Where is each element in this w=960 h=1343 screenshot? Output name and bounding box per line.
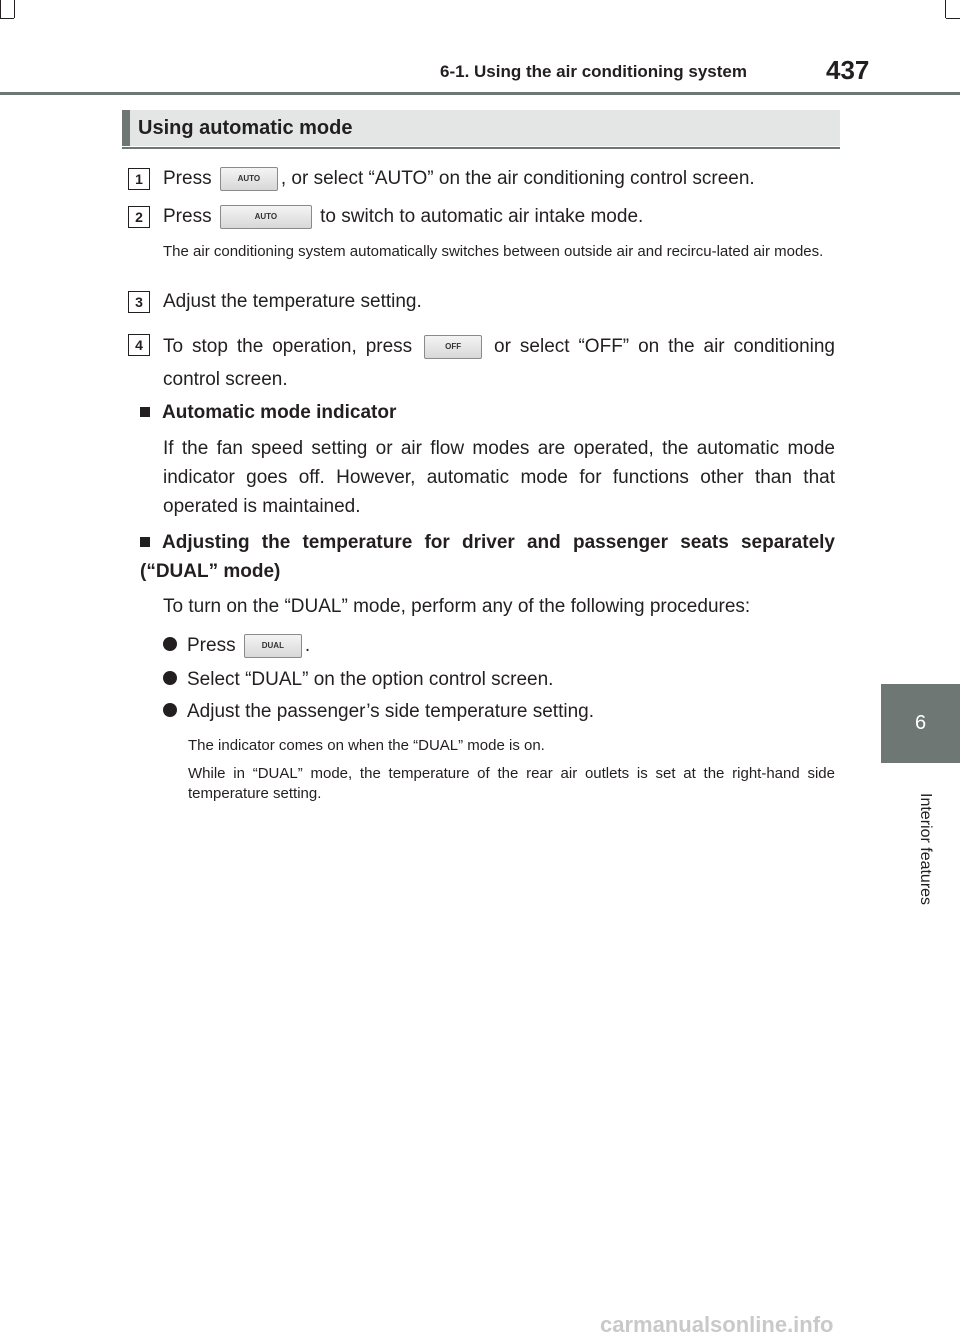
chapter-tab: 6 — [881, 684, 960, 763]
info2-heading: Adjusting the temperature for driver and passenger seats separately (“DUAL” mode) — [140, 532, 835, 582]
crop-mark — [945, 0, 946, 18]
bullet2-text: Select “DUAL” on the option control screen. — [187, 669, 554, 690]
square-bullet-icon — [140, 407, 150, 417]
info1-heading: Automatic mode indicator — [162, 402, 397, 423]
step-4-after: or select “OFF” on the air conditioning control screen. — [163, 336, 835, 390]
step-4-before: To stop the operation, press — [163, 336, 422, 357]
header-rule — [0, 92, 960, 95]
round-bullet-icon — [163, 671, 177, 685]
info-heading-dual — [140, 528, 835, 586]
step-2-before: Press — [163, 206, 217, 227]
crop-mark — [0, 0, 1, 18]
step-number: 2 — [128, 206, 150, 228]
step-2-text — [163, 202, 843, 231]
dual-button-icon: DUAL — [244, 634, 302, 658]
info-heading-automatic — [140, 398, 840, 427]
crop-mark — [14, 0, 15, 18]
section-marker — [122, 110, 130, 146]
step-1-after: , or select “AUTO” on the air conditioning control screen. — [280, 168, 755, 189]
info2-note-2: While in “DUAL” mode, the temperature of the rear air outlets is set at the right-hand side temperature setting. — [188, 765, 835, 802]
section-rule — [122, 147, 840, 149]
page-number: 437 — [826, 55, 870, 85]
info2-note-1: The indicator comes on when the “DUAL” mode is on. — [188, 737, 545, 754]
watermark: carmanualsonline.info — [600, 1312, 834, 1337]
step-number: 1 — [128, 168, 150, 190]
step-4-text — [163, 330, 835, 396]
bullet-select-dual — [163, 665, 843, 694]
section-heading-bar — [122, 110, 840, 146]
bullet1-before: Press — [187, 635, 241, 656]
step-2-note: The air conditioning system automatically switches between outside air and recircu-lated air modes. — [163, 243, 824, 260]
bullet-adjust-passenger — [163, 697, 843, 726]
bullet1-after: . — [304, 635, 311, 656]
round-bullet-icon — [163, 703, 177, 717]
step-number: 3 — [128, 291, 150, 313]
round-bullet-icon — [163, 637, 177, 651]
off-button-icon: OFF — [424, 335, 482, 359]
info1-body: If the fan speed setting or air flow modes are operated, the automatic mode indicator goes off. However, automatic mode for functions other than that operated is maintained. — [163, 438, 835, 517]
crop-mark — [946, 18, 960, 19]
step-3-text: Adjust the temperature setting. — [163, 291, 422, 312]
crop-mark — [0, 18, 14, 19]
bullet-press-dual — [163, 631, 843, 660]
auto-button-icon: AUTO — [220, 167, 278, 191]
section-title: Using automatic mode — [138, 117, 353, 139]
step-number: 4 — [128, 334, 150, 356]
chapter-label: Interior features — [917, 793, 934, 906]
bullet3-text: Adjust the passenger’s side temperature setting. — [187, 701, 594, 722]
step-1-before: Press — [163, 168, 217, 189]
square-bullet-icon — [140, 537, 150, 547]
info2-body: To turn on the “DUAL” mode, perform any of the following procedures: — [163, 596, 751, 617]
auto-intake-button-icon: AUTO — [220, 205, 312, 229]
running-header: 6-1. Using the air conditioning system — [440, 62, 747, 81]
step-2-after: to switch to automatic air intake mode. — [314, 206, 644, 227]
step-1-text — [163, 164, 843, 193]
